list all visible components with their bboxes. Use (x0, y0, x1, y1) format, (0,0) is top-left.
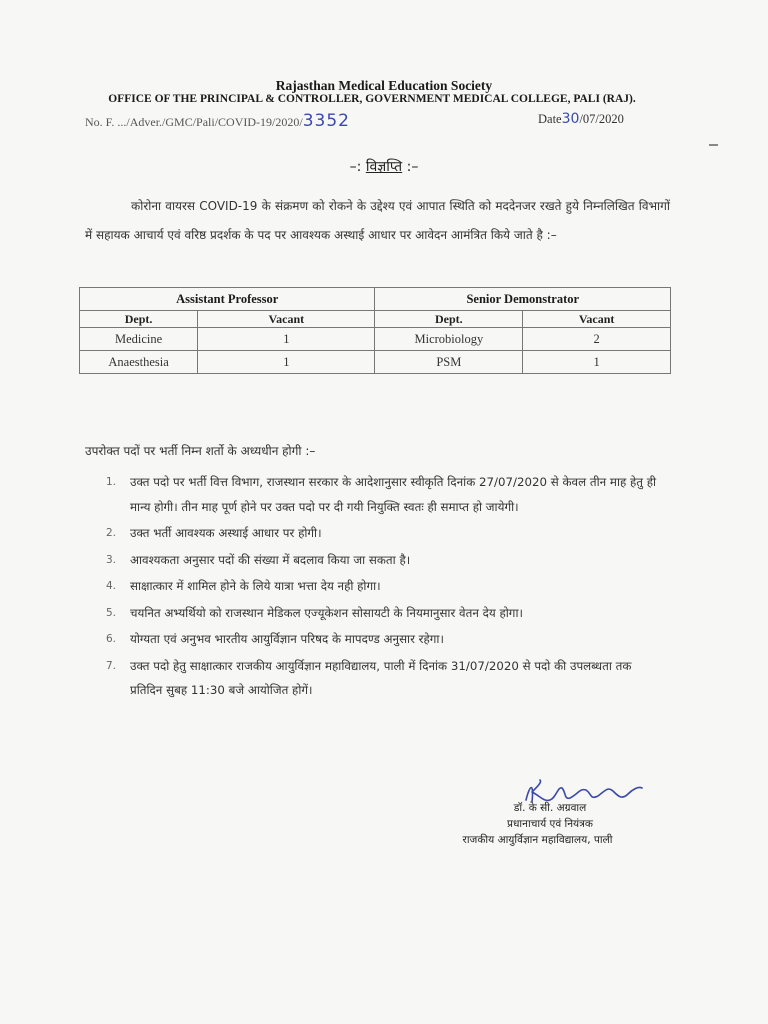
item-text: उक्त पदो पर भर्ती वित्त विभाग, राजस्थान सरकार के आदेशानुसार स्वीकृति दिनांक 27/07/2020 से केवल तीन माह हेतु ही मान्य होगी। तीन माह पूर्ण होने पर उक्त पदो पर दी गयी नियुक्ति स्वतः ही समाप्त हो जायेगी। (130, 475, 657, 514)
signatory-name: डॉ. के सी. अग्रवाल (513, 802, 587, 814)
table-header-row (80, 311, 671, 328)
list-item (106, 470, 661, 519)
item-text: योग्यता एवं अनुभव भारतीय आयुर्विज्ञान परिषद के मापदण्ड अनुसार रहेगा। (130, 632, 444, 646)
item-number: 7. (106, 659, 117, 672)
group-senior-demonstrator: Senior Demonstrator (375, 288, 671, 311)
notice-heading (0, 157, 768, 176)
table-cell: Anaesthesia (80, 351, 198, 374)
item-text: उक्त पदो हेतु साक्षात्कार राजकीय आयुर्विज्ञान महाविद्यालय, पाली में दिनांक 31/07/2020 से पदो की उपलब्धता तक प्रतिदिन सुबह 11:30 बजे आयोजित होगें। (130, 658, 632, 697)
signatory-institution: राजकीय आयुर्विज्ञान महाविद्यालय, पाली (462, 834, 613, 846)
table-cell: PSM (375, 351, 523, 374)
conditions-title: उपरोक्त पदों पर भर्ती निम्न शर्तो के अध्यधीन होगी :– (85, 444, 316, 458)
heading-left-mark: –: (349, 159, 366, 175)
item-number: 4. (106, 580, 117, 592)
reference-prefix: No. F. .../Adver./GMC/Pali/COVID-19/2020/ (85, 115, 303, 129)
list-item (106, 548, 661, 573)
reference-number (85, 111, 350, 131)
scan-mark (709, 144, 718, 146)
notice-intro: कोरोना वायरस COVID-19 के संक्रमण को रोकने के उद्देश्य एवं आपात स्थिति को मददेनजर रखते हुये निम्नलिखित विभागों में सहायक आचार्य एवं वरिष्ठ प्रदर्शक के पद पर आवश्यक अस्थाई आधार पर आवेदन आमंत्रित किये जाते है :– (85, 199, 670, 242)
table-cell: 1 (523, 351, 671, 374)
item-text: साक्षात्कार में शामिल होने के लिये यात्रा भत्ता देय नही होगा। (130, 579, 381, 593)
column-header: Vacant (523, 311, 671, 328)
date-handwritten-day: 30 (561, 111, 580, 127)
table-cell: Microbiology (375, 328, 523, 351)
list-item (106, 574, 661, 599)
list-item (106, 654, 661, 703)
table-group-row (80, 288, 671, 311)
notice-heading-text: विज्ञप्ति (365, 159, 403, 175)
item-number: 6. (106, 633, 117, 645)
society-name: Rajasthan Medical Education Society (275, 78, 493, 93)
column-header: Dept. (375, 311, 523, 328)
column-header: Dept. (80, 311, 198, 328)
item-text: आवश्यकता अनुसार पदों की संख्या में बदलाव किया जा सकता है। (130, 552, 411, 567)
office-title: OFFICE OF THE PRINCIPAL & CONTROLLER, GOVERNMENT MEDICAL COLLEGE, PALI (RAJ). (108, 93, 636, 105)
item-number: 2. (106, 527, 117, 539)
signatory-designation: प्रधानाचार्य एवं नियंत्रक (507, 818, 593, 830)
table-cell: 1 (198, 351, 375, 374)
list-item (106, 521, 661, 546)
date-month-year: /07/2020 (579, 112, 624, 126)
list-item (106, 601, 661, 626)
table-row (80, 328, 671, 351)
table-cell: Medicine (80, 328, 198, 351)
issue-date (538, 111, 624, 127)
reference-handwritten-number: 3352 (302, 111, 350, 131)
heading-right-mark: :– (402, 159, 419, 175)
table-cell: 1 (198, 328, 375, 351)
group-assistant-professor: Assistant Professor (80, 288, 375, 311)
conditions-list (106, 470, 661, 705)
item-text: उक्त भर्ती आवश्यक अस्थाई आधार पर होगी। (130, 526, 322, 540)
table-row (80, 351, 671, 374)
column-header: Vacant (198, 311, 375, 328)
list-item (106, 627, 661, 652)
item-number: 1. (106, 476, 117, 488)
vacancy-table (79, 287, 671, 374)
item-text: चयनित अभ्यर्थियो को राजस्थान मेडिकल एज्यूकेशन सोसायटी के नियमानुसार वेतन देय होगा। (130, 605, 523, 620)
table-cell: 2 (523, 328, 671, 351)
item-number: 3. (106, 553, 117, 566)
item-number: 5. (106, 606, 117, 619)
date-label: Date (538, 112, 562, 126)
